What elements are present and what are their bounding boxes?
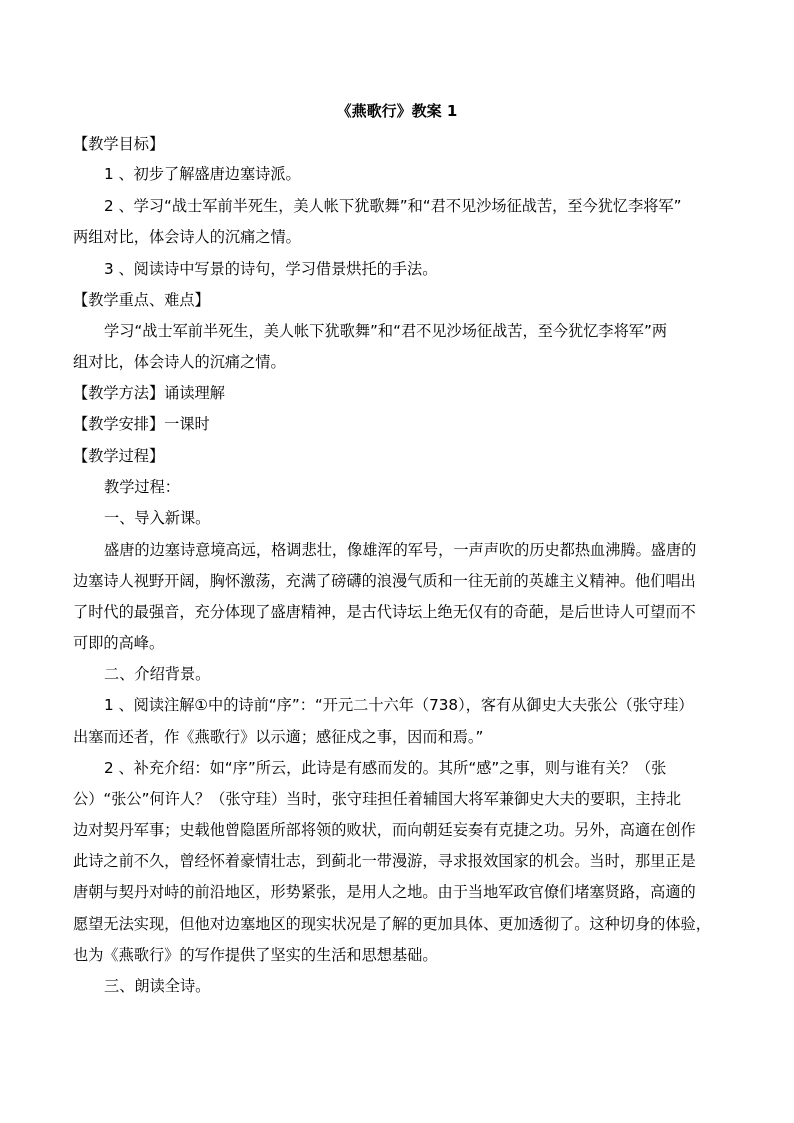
section-schedule: 【教学安排】一课时 [73, 415, 210, 433]
section-heading-key-points: 【教学重点、难点】 [73, 291, 210, 309]
background-item-2: 2 、补充介绍：如“序”所云，此诗是有感而发的。其所“感”之事，则与谁有关？（张 [104, 759, 667, 777]
step-2-heading: 二、介绍背景。 [104, 665, 211, 683]
document-title: 《燕歌行》教案 1 [336, 102, 458, 120]
intro-paragraph-line: 可即的高峰。 [73, 634, 165, 652]
background-item-2-cont: 边对契丹军事；史载他曾隐匿所部将领的败状，而向朝廷妄奏有克捷之功。另外，高適在创作 [73, 821, 696, 839]
key-points-text: 学习“战士军前半死生，美人帐下犹歌舞”和“君不见沙场征战苦，至今犹忆李将军”两 [104, 322, 668, 340]
objective-2-cont: 两组对比，体会诗人的沉痛之情。 [73, 228, 301, 246]
background-item-2-cont: 此诗之前不久，曾经怀着豪情壮志，到蓟北一带漫游，寻求报效国家的机会。当时，那里正是 [73, 852, 696, 870]
background-item-2-cont: 也为《燕歌行》的写作提供了坚实的生活和思想基础。 [73, 946, 438, 964]
objective-2: 2 、学习“战士军前半死生，美人帐下犹歌舞”和“君不见沙场征战苦，至今犹忆李将军” [104, 197, 682, 215]
background-item-1-cont: 出塞而还者，作《燕歌行》以示適；感征戍之事，因而和焉。” [73, 728, 484, 746]
section-heading-process: 【教学过程】 [73, 447, 165, 465]
background-item-2-cont: 愿望无法实现，但他对边塞地区的现实状况是了解的更加具体、更加透彻了。这种切身的体验， [73, 915, 711, 933]
step-3-heading: 三、朗读全诗。 [104, 977, 211, 995]
process-label: 教学过程： [104, 478, 180, 496]
objective-3: 3 、阅读诗中写景的诗句，学习借景烘托的手法。 [104, 260, 438, 278]
intro-paragraph-line: 边塞诗人视野开阔，胸怀激荡，充满了磅礴的浪漫气质和一往无前的英雄主义精神。他们唱出 [73, 572, 696, 590]
intro-paragraph-line: 盛唐的边塞诗意境高远，格调悲壮，像雄浑的军号，一声声吹的历史都热血沸腾。盛唐的 [104, 541, 697, 559]
objective-1: 1 、初步了解盛唐边塞诗派。 [104, 165, 301, 183]
step-1-heading: 一、导入新课。 [104, 509, 211, 527]
key-points-text-cont: 组对比，体会诗人的沉痛之情。 [73, 353, 286, 371]
background-item-1: 1 、阅读注解①中的诗前“序”：“开元二十六年（738），客有从御史大夫张公（张守珪） [104, 696, 694, 714]
background-item-2-cont: 公）“张公”何许人？（张守珪）当时，张守珪担任着辅国大将军兼御史大夫的要职，主持北 [73, 790, 682, 808]
section-methods: 【教学方法】诵读理解 [73, 384, 225, 402]
intro-paragraph-line: 了时代的最强音，充分体现了盛唐精神，是古代诗坛上绝无仅有的奇葩，是后世诗人可望而不 [73, 603, 696, 621]
background-item-2-cont: 唐朝与契丹对峙的前沿地区，形势紧张，是用人之地。由于当地军政官僚们堵塞贤路，高適的 [73, 883, 696, 901]
section-heading-objectives: 【教学目标】 [73, 135, 165, 153]
